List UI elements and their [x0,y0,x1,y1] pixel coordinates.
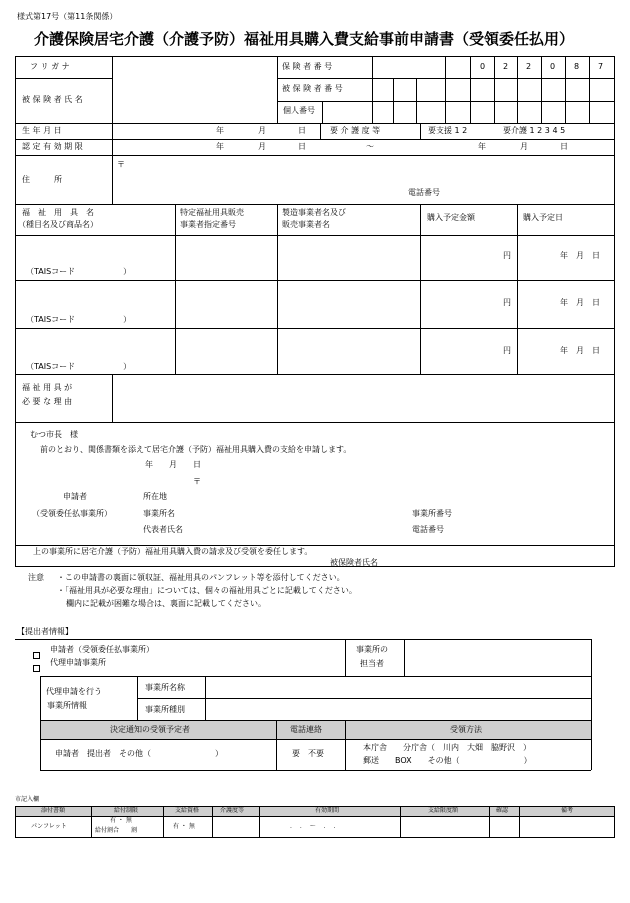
furigana-label: フ リ ガ ナ [30,62,70,71]
valid-start-day: 日 [298,142,306,151]
tais-code-label: （TAISコード ） [26,267,132,276]
office-number-label: 事業所番号 [412,509,452,518]
city-header-remarks: 備考 [561,807,574,814]
option-agent-label: 代理申請事業所 [50,658,106,667]
valid-end-year: 年 [478,142,486,151]
note-3: 欄内に記載が困難な場合は、裏面に記載してください。 [66,599,266,608]
postal-mark: 〒 [193,477,201,486]
person-in-charge-label: 事業所の [356,645,388,654]
city-header-limit: 支給限度額 [428,807,459,814]
insurer-digit: 0 [480,62,486,71]
notice-recipient-header: 決定通知の受領予定者 [110,725,190,734]
address-field[interactable] [113,156,614,203]
valid-end-month: 月 [520,142,528,151]
city-attachment-value: パンフレット [31,823,67,830]
receipt-method-header: 受領方法 [450,725,482,734]
agent-name-field[interactable] [206,677,590,697]
item-name-header: 福 祉 用 具 名 [22,208,94,217]
applicant-address-label: 所在地 [143,492,167,501]
insurer-digit: 2 [526,62,532,71]
agent-name-label: 事業所名称 [145,683,185,692]
option-applicant-label: 申請者（受領委任払事業所） [50,645,154,654]
submitter-title: 【提出者情報】 [17,627,73,636]
insured-name-label: 被 保 険 者 氏 名 [22,95,83,104]
address-label: 住 所 [22,175,62,184]
tais-code-label: （TAISコード ） [26,315,132,324]
representative-label: 代表者氏名 [143,525,183,534]
agent-type-field[interactable] [206,699,590,719]
support-level-options: 要支援 1 2 [428,126,468,135]
notice-recipient-options[interactable]: 申請者 提出者 その他（ ） [55,749,223,758]
agent-info-label: 代理申請を行う [46,687,102,696]
birth-year: 年 [216,126,224,135]
insured-name-field[interactable] [113,79,276,123]
city-restriction-value: 有 ・ 無 [110,817,132,824]
yen-unit: 円 [503,346,511,355]
applicant-sublabel: （受領委任払事業所） [32,509,112,518]
date-header: 購入予定日 [523,213,563,222]
note-2: ・「福祉用具が必要な理由」については、個々の福祉用具ごとに記載してください。 [57,586,357,595]
person-in-charge-label-2: 担当者 [360,659,384,668]
seller-number-header: 特定福祉用具販売 [180,208,244,217]
care-level-options: 要介護 1 2 3 4 5 [503,126,566,135]
personal-number-label: 個人番号 [283,106,315,115]
birth-label: 生 年 月 日 [22,126,62,135]
yen-unit: 円 [503,298,511,307]
item-name-subheader: （種目名及び商品名） [18,220,98,229]
agent-info-label-2: 事業所情報 [47,701,87,710]
reason-field[interactable] [113,375,614,421]
request-text: 前のとおり、関係書類を添えて居宅介護（予防）福祉用具購入費の支給を申請します。 [40,445,352,454]
receipt-method-options-2[interactable]: 郵送 BOX その他（ ） [363,756,532,765]
person-in-charge-field[interactable] [405,640,590,675]
seller-number-subheader: 事業者指定番号 [180,220,236,229]
valid-period-label: 認 定 有 効 期 限 [22,142,83,151]
office-name-label: 事業所名 [143,509,175,518]
option-agent-checkbox[interactable] [33,658,40,677]
period-separator: ～ [366,142,374,151]
notes-label: 注意 [28,573,44,582]
maker-subheader: 販売事業者名 [282,220,330,229]
reason-label: 福 祉 用 具 が [22,383,73,392]
purchase-date: 年 月 日 [560,346,600,355]
city-header-attachments: 添付書類 [41,807,66,814]
reason-label-2: 必 要 な 理 由 [22,397,73,406]
city-use-title: 市記入欄 [15,796,40,803]
city-header-care-level: 介護度等 [220,807,245,814]
tais-code-label: （TAISコード ） [26,362,132,371]
maker-header: 製造事業者名及び [282,208,346,217]
city-header-confirm: 確認 [496,807,509,814]
applicant-phone-label: 電話番号 [412,525,444,534]
page-title: 介護保険居宅介護（介護予防）福祉用具購入費支給事前申請書（受領委任払用） [34,30,575,48]
receipt-method-options[interactable]: 本庁舎 分庁舎（ 川内 大畑 脇野沢 ） [363,743,531,752]
yen-unit: 円 [503,251,511,260]
insurer-digit: 8 [574,62,580,71]
city-eligibility-value: 有 ・ 無 [173,823,195,830]
insurer-digit: 7 [598,62,604,71]
purchase-date: 年 月 日 [560,251,600,260]
birth-day: 日 [298,126,306,135]
agent-type-label: 事業所種別 [145,705,185,714]
addressee: むつ市長 様 [30,430,78,439]
care-level-label: 要 介 護 度 等 [330,126,381,135]
form-number: 様式第17号（第11条関係） [17,12,118,21]
request-date: 年 月 日 [145,460,201,469]
applicant-label: 申請者 [63,492,87,501]
city-period-value: . . ～ . . [290,823,336,830]
valid-start-year: 年 [216,142,224,151]
valid-end-day: 日 [560,142,568,151]
birth-month: 月 [258,126,266,135]
purchase-date: 年 月 日 [560,298,600,307]
city-benefit-ratio: 給付割合 割 [95,827,138,834]
postal-mark: 〒 [117,160,125,169]
valid-start-month: 月 [258,142,266,151]
city-header-eligibility: 支給資格 [175,807,200,814]
amount-header: 購入予定金額 [427,213,475,222]
note-1: ・この申請書の裏面に領収証、福祉用具のパンフレット等を添付してください。 [57,573,345,582]
insured-signature-label: 被保険者氏名 [330,558,378,567]
insurer-number-label: 保 険 者 番 号 [282,62,333,71]
city-header-valid-period: 有効期間 [315,807,340,814]
phone-contact-header: 電話連絡 [290,725,322,734]
phone-contact-options[interactable]: 要 不要 [292,749,324,758]
insurer-digit: 0 [550,62,556,71]
phone-label: 電話番号 [408,188,440,197]
insurer-digit: 2 [503,62,509,71]
city-header-restriction: 給付制限 [114,807,139,814]
insured-number-label: 被 保 険 者 番 号 [282,84,343,93]
consent-text: 上の事業所に居宅介護（予防）福祉用具購入費の請求及び受領を委任します。 [33,547,313,556]
furigana-field[interactable] [113,57,276,78]
